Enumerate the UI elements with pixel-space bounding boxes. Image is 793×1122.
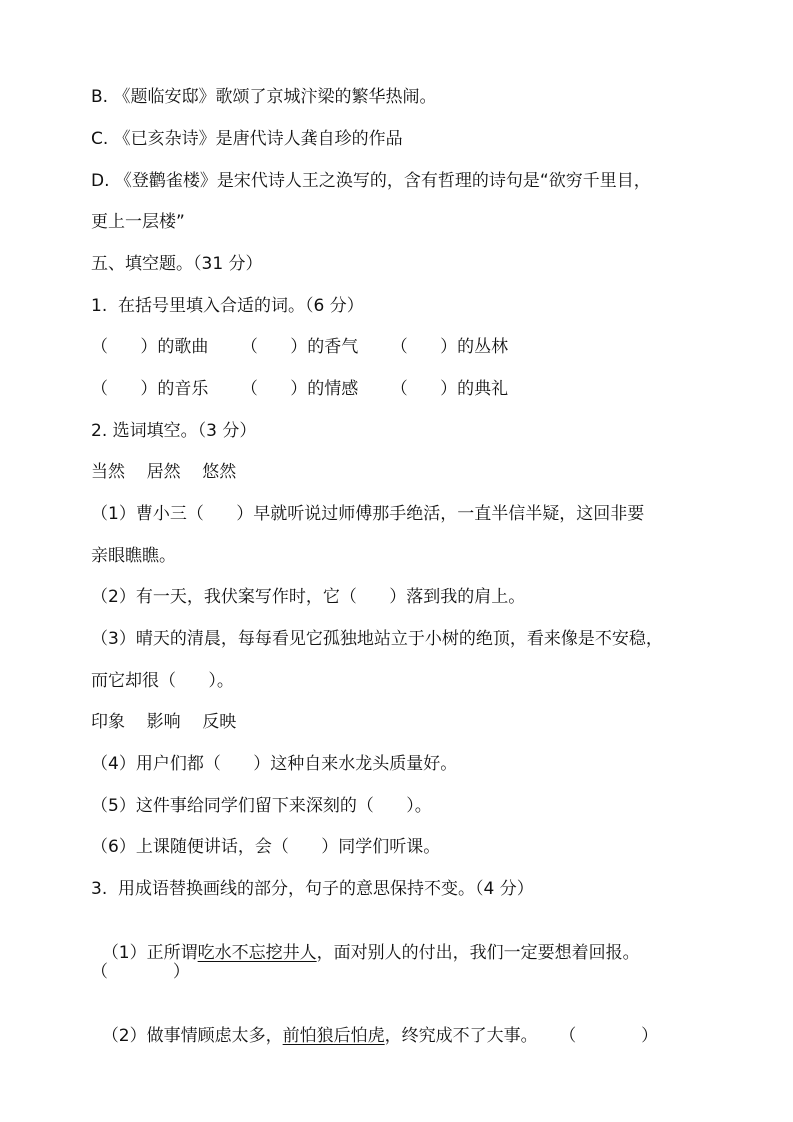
option-c: C. 《已亥杂诗》是唐代诗人龚自珍的作品 — [91, 129, 403, 149]
sentence-5: （5）这件事给同学们留下来深刻的（ ）。 — [91, 796, 432, 816]
q3-s2-suffix: ，终究成不了大事。 （ ） — [384, 1026, 659, 1046]
q3-s1-suffix: ，面对别人的付出，我们一定要想着回报。 — [316, 943, 640, 963]
sentence-4: （4）用户们都（ ）这种自来水龙头质量好。 — [91, 754, 458, 774]
q3-sentence-2 — [91, 1003, 658, 1047]
q3-s1-underlined: 吃水不忘挖井人 — [197, 943, 317, 963]
question-3: 3. 用成语替换画线的部分，句子的意思保持不变。（4 分） — [91, 879, 534, 899]
option-b: B. 《题临安邸》歌颂了京城汴梁的繁华热闹。 — [91, 87, 437, 107]
q3-s1-prefix: （1）正所谓 — [101, 943, 198, 963]
sentence-2: （2）有一天，我伏案写作时，它（ ）落到我的肩上。 — [91, 587, 526, 607]
sentence-3-line2: 而它却很（ ）。 — [91, 671, 234, 691]
q3-s2-underlined: 前怕狼后怕虎 — [282, 1026, 385, 1046]
word-choices-2: 印象 影响 反映 — [91, 712, 237, 732]
sentence-6: （6）上课随便讲话，会（ ）同学们听课。 — [91, 837, 441, 857]
word-choices-1: 当然 居然 悠然 — [91, 462, 237, 482]
sentence-1-line2: 亲眼瞧瞧。 — [91, 546, 176, 566]
section-5-heading: 五、填空题。（31 分） — [91, 254, 263, 274]
option-d-line2: 更上一层楼” — [91, 212, 185, 232]
q3-sentence-1-blank: （ ） — [91, 962, 190, 982]
sentence-1-line1: （1）曹小三（ ）早就听说过师傅那手绝活，一直半信半疑，这回非要 — [91, 504, 645, 524]
question-1-row-1: （ ）的歌曲 （ ）的香气 （ ）的丛林 — [91, 337, 509, 357]
q3-s2-prefix: （2）做事情顾虑太多， — [101, 1026, 283, 1046]
question-1: 1. 在括号里填入合适的词。（6 分） — [91, 296, 364, 316]
question-1-row-2: （ ）的音乐 （ ）的情感 （ ）的典礼 — [91, 379, 509, 399]
question-2: 2. 选词填空。（3 分） — [91, 421, 257, 441]
q3-sentence-1 — [91, 920, 640, 964]
sentence-3-line1: （3）晴天的清晨，每每看见它孤独地站立于小树的绝顶，看来像是不安稳， — [91, 629, 663, 649]
option-d-line1: D. 《登鹳雀楼》是宋代诗人王之涣写的，含有哲理的诗句是“欲穷千里目， — [91, 171, 651, 191]
